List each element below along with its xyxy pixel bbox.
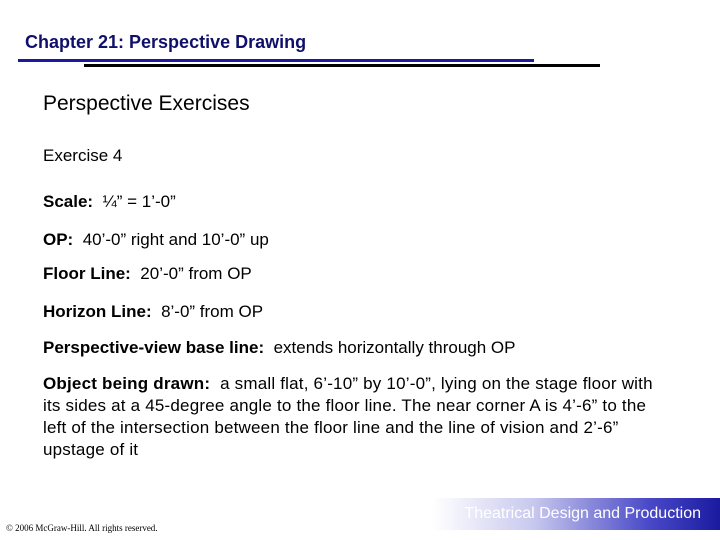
- spec-base-line: [43, 338, 515, 358]
- spec-value: 20’-0” from OP: [140, 264, 252, 283]
- footer-title: Theatrical Design and Production: [464, 505, 701, 522]
- object-text: a small flat, 6’-10” by 10’-0”, lying on the stage floor with its sides at a 45-degree angle to the floor line. The near corner A is 4’-6” to the left of the intersection between the floor line and the line of vision and 2’-6” upstage of it: [43, 374, 653, 459]
- spec-floor-line: [43, 264, 252, 284]
- spec-op: [43, 230, 269, 250]
- spec-label: Scale:: [43, 192, 94, 211]
- spec-label: Floor Line:: [43, 264, 131, 283]
- spec-value: extends horizontally through OP: [273, 338, 516, 357]
- spec-horizon-line: [43, 302, 263, 322]
- chapter-title: Chapter 21: Perspective Drawing: [25, 32, 307, 52]
- header-rule-black: [84, 64, 600, 67]
- object-label: Object being drawn:: [43, 374, 211, 393]
- header-rule-blue: [18, 59, 534, 62]
- copyright-notice: © 2006 McGraw-Hill. All rights reserved.: [6, 523, 158, 533]
- object-description: [43, 373, 653, 461]
- spec-value: 40’-0” right and 10’-0” up: [82, 230, 269, 249]
- slide-heading: Perspective Exercises: [43, 92, 250, 115]
- spec-label: Horizon Line:: [43, 302, 152, 321]
- spec-label: OP:: [43, 230, 74, 249]
- exercise-label: Exercise 4: [43, 146, 123, 165]
- spec-value: ¼” = 1’-0”: [102, 192, 176, 211]
- spec-label: Perspective-view base line:: [43, 338, 265, 357]
- spec-scale: [43, 192, 176, 212]
- spec-value: 8’-0” from OP: [161, 302, 264, 321]
